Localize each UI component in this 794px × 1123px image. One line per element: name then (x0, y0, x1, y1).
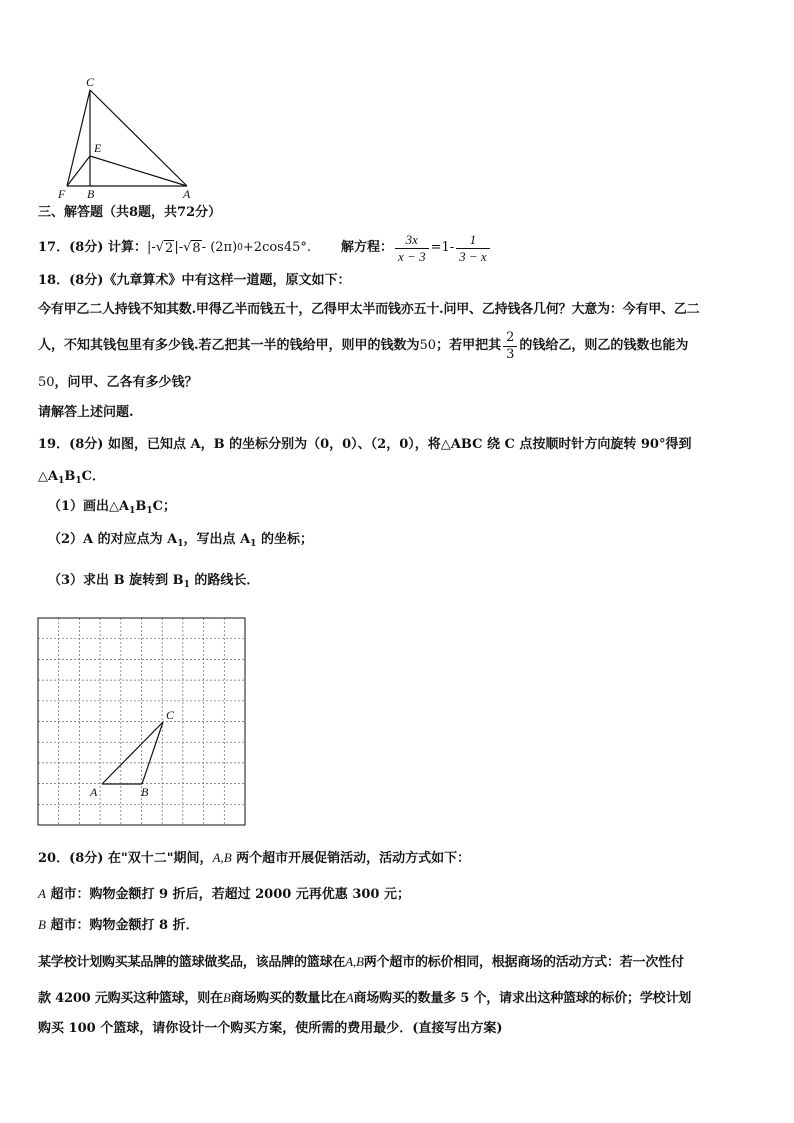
q20-a-text: 超市：购物金额打 9 折后，若超过 2000 元再优惠 300 元； (45, 887, 410, 902)
q20-line2 (38, 990, 691, 1007)
q18-line2b: ；若甲把其 (436, 338, 502, 353)
segment-bc (142, 722, 163, 784)
q19-part2 (48, 532, 313, 552)
section-heading: 三、解答题（共8题，共72分） (38, 205, 222, 220)
grid-label-a: A (90, 785, 98, 799)
q20-l2-c: 商场购买的数量多 5 个，请求出这种篮球的标价；学校计划 (353, 991, 692, 1006)
label-f: F (58, 187, 66, 200)
q17-sqrt2: 2 (165, 240, 174, 256)
q19-stem2-b: B (64, 469, 76, 484)
q20-l1-b: 两个超市的标价相同，根据商场的活动方式：若一次性付 (363, 955, 684, 970)
q18-line1: 今有甲乙二人持钱不知其数.甲得乙半而钱五十，乙得甲太半而钱亦五十.问甲、乙持钱各几何？大意为：今有甲、乙二 (38, 302, 700, 317)
q19-p2-c: 的坐标； (256, 532, 313, 547)
q19-p3-b: 的路线长． (189, 573, 260, 588)
q17-stem: 17．(8分) 计算： (38, 240, 147, 255)
q18-line3 (38, 375, 198, 391)
q20-market-b (38, 917, 199, 934)
q17-frac-right (456, 232, 490, 265)
q19-stem2-sub1: 1 (58, 476, 65, 486)
q19-p1-a: （1）画出△A (48, 499, 130, 514)
q19-stem2-sub2: 1 (75, 476, 82, 486)
q19-p3-a: （3）求出 B 旋转到 B (48, 573, 184, 588)
q19-stem2-a: △A (38, 469, 59, 484)
q17-solve-label: 解方程： (341, 240, 394, 255)
q20-stem (38, 850, 470, 867)
q17-frac-left-num: 3x (395, 232, 429, 249)
q17-minus-2pi: - (2π) (201, 240, 238, 255)
label-a: A (183, 187, 191, 200)
q20-l2-a: 款 4200 元购买这种篮球，则在 (38, 991, 223, 1006)
q20-stem-b: 两个超市开展促销活动，活动方式如下： (231, 851, 471, 866)
q18-line4: 请解答上述问题. (38, 405, 134, 420)
q19-p3-sub1: 1 (183, 580, 190, 590)
grid-label-b: B (141, 785, 149, 799)
q17-sqrt-symbol2: √ (183, 240, 192, 255)
q19-part1 (48, 499, 176, 519)
q18-line2c: 的钱给乙，则乙的钱数也能为 (519, 338, 689, 353)
q17-abs1: |- (146, 240, 156, 255)
q17-exp0: 0 (237, 243, 243, 253)
q19-p1-b: B (135, 499, 147, 514)
q20-b-label: B (38, 917, 46, 932)
q19-part3 (48, 573, 259, 593)
q19-stem2-c: C． (81, 469, 105, 484)
q17-frac-left (395, 232, 429, 265)
q20-l1-a: 某学校计划购买某品牌的篮球做奖品，该品牌的篮球在 (38, 955, 346, 970)
q18-stem: 18．(8分)《九章算术》中有这样一道题，原文如下： (38, 273, 351, 288)
q20-stem-ab: A,B (212, 850, 232, 865)
q20-b-text: 超市：购物金额打 8 折． (45, 918, 199, 933)
q19-p2-sub1: 1 (177, 539, 184, 549)
q17-sqrt8: 8 (192, 240, 201, 256)
q19-p2-a: （2）A 的对应点为 A (48, 532, 178, 547)
q19-stem2 (38, 469, 105, 489)
q17-eq-mid: =1- (430, 240, 455, 255)
q20-market-a (38, 886, 410, 903)
triangle-figure (50, 72, 200, 200)
q18-line3-text: ，问甲、乙各有多少钱？ (54, 375, 198, 390)
label-b: B (87, 187, 95, 200)
q17-abs2: |- (174, 240, 184, 255)
q20-line1 (38, 954, 684, 971)
q20-a-label: A (38, 886, 46, 901)
q18-line2a: 人，不知其钱包里有多少钱.若乙把其一半的钱给甲，则甲的钱数为 (38, 338, 420, 353)
q19-stem: 19．(8分) 如图，已知点 A，B 的坐标分别为（0，0）、（2，0），将△ABC 绕 C 点按顺时针方向旋转 90°得到 (38, 437, 692, 452)
q17-frac-right-den: 3 − x (459, 248, 487, 264)
q18-line3-num: 50 (38, 375, 55, 390)
segment-ac (102, 722, 163, 784)
q19-p1-sub1: 1 (129, 506, 136, 516)
q17-frac-left-den: x − 3 (398, 248, 426, 264)
label-e: E (94, 141, 102, 155)
q20-stem-a: 20．(8分) 在"双十二"期间， (38, 851, 213, 866)
q19-p1-sub2: 1 (146, 506, 153, 516)
grid-figure (36, 616, 248, 828)
q20-l2-b: 商场购买的数量比在 (230, 991, 346, 1006)
q17-sqrt-symbol: √ (155, 240, 165, 255)
q19-p2-sub2: 1 (250, 539, 257, 549)
q18-num50: 50 (419, 338, 437, 353)
q20-line3: 购买 100 个篮球，请你设计一个购买方案，使所需的费用最少．(直接写出方案) (38, 1021, 503, 1036)
q17-cos: +2cos45°. (242, 240, 312, 255)
q20-l2-a-label: A (345, 990, 354, 1005)
q19-p2-b: ，写出点 A (183, 532, 251, 547)
q18-frac-den: 3 (506, 346, 515, 362)
grid-label-c: C (166, 708, 175, 722)
q18-fraction (503, 330, 517, 363)
q19-p1-c: C； (152, 499, 177, 514)
q18-frac-num: 2 (503, 330, 517, 347)
label-c: C (86, 75, 95, 89)
q18-line2 (38, 326, 688, 366)
q20-l2-b-label: B (222, 990, 231, 1005)
q20-l1-ab: A,B (345, 954, 364, 969)
q17-frac-right-num: 1 (456, 232, 490, 249)
question-17 (38, 228, 492, 268)
